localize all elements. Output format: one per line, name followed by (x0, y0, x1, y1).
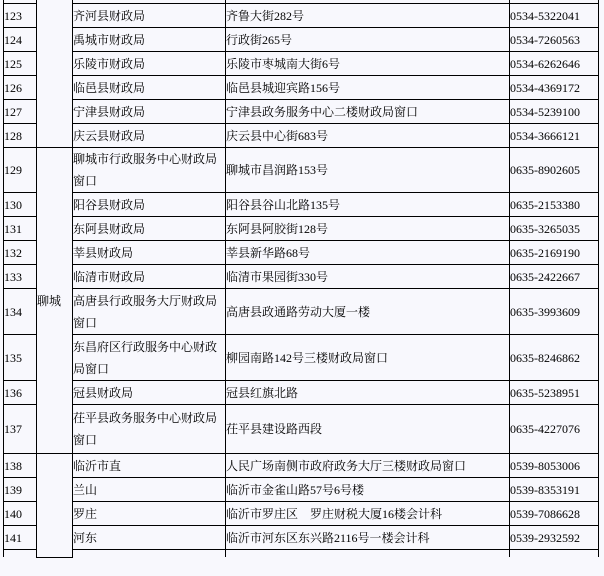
office-name-cell: 东阿县财政局 (73, 217, 226, 241)
phone-cell: 0539-8353191 (510, 478, 599, 502)
table-row (4, 217, 599, 241)
address-cell: 行政街265号 (226, 28, 510, 52)
phone-cell: 0534-4369172 (510, 76, 599, 100)
office-name-cell: 高唐县行政服务大厅财政局窗口 (73, 289, 226, 335)
address-cell: 乐陵市枣城南大街6号 (226, 52, 510, 76)
seq-cell: 132 (4, 241, 37, 265)
phone-cell: 0635-5238951 (510, 381, 599, 405)
phone-cell: 0534-6262646 (510, 52, 599, 76)
phone-cell: 0635-2153380 (510, 193, 599, 217)
phone-cell: 0539-8053006 (510, 454, 599, 478)
seq-cell: 141 (4, 526, 37, 550)
address-cell: 人民广场南侧市政府政务大厅三楼财政局窗口 (226, 454, 510, 478)
table-row (4, 148, 599, 193)
phone-cell: 0534-7260563 (510, 28, 599, 52)
seq-cell: 131 (4, 217, 37, 241)
address-cell: 临沂市金雀山路57号6号楼 (226, 478, 510, 502)
office-name-cell: 齐河县财政局 (73, 4, 226, 28)
phone-cell (510, 550, 599, 558)
phone-cell: 0539-7086628 (510, 502, 599, 526)
address-cell: 柳园南路142号三楼财政局窗口 (226, 335, 510, 381)
address-cell: 临沂市河东区东兴路2116号一楼会计科 (226, 526, 510, 550)
office-name-cell: 临邑县财政局 (73, 76, 226, 100)
seq-cell: 125 (4, 52, 37, 76)
seq-cell: 128 (4, 124, 37, 148)
address-cell: 临邑县城迎宾路156号 (226, 76, 510, 100)
table-row (4, 52, 599, 76)
table-row (4, 478, 599, 502)
address-cell: 阳谷县谷山北路135号 (226, 193, 510, 217)
phone-cell: 0635-2422667 (510, 265, 599, 289)
seq-cell: 134 (4, 289, 37, 335)
seq-cell: 126 (4, 76, 37, 100)
seq-cell: 138 (4, 454, 37, 478)
table-row (4, 381, 599, 405)
table-row (4, 4, 599, 28)
table-row (4, 241, 599, 265)
city-group-cell: 聊城 (37, 148, 73, 454)
phone-cell: 0539-2932592 (510, 526, 599, 550)
phone-cell: 0635-3993609 (510, 289, 599, 335)
office-name-cell: 河东 (73, 526, 226, 550)
office-name-cell: 东昌府区行政服务中心财政局窗口 (73, 335, 226, 381)
phone-cell: 0534-5239100 (510, 100, 599, 124)
table-row (4, 193, 599, 217)
table-row (4, 76, 599, 100)
table-row (4, 28, 599, 52)
phone-cell: 0534-5322041 (510, 4, 599, 28)
office-name-cell: 兰山 (73, 478, 226, 502)
phone-cell: 0635-8902605 (510, 148, 599, 193)
table-row (4, 100, 599, 124)
office-name-cell: 禹城市财政局 (73, 28, 226, 52)
office-contact-table (3, 0, 599, 558)
phone-cell: 0635-2169190 (510, 241, 599, 265)
seq-cell: 129 (4, 148, 37, 193)
office-name-cell (73, 550, 226, 558)
office-name-cell: 阳谷县财政局 (73, 193, 226, 217)
phone-cell: 0635-3265035 (510, 217, 599, 241)
seq-cell: 139 (4, 478, 37, 502)
office-name-cell: 莘县财政局 (73, 241, 226, 265)
table-row (4, 289, 599, 335)
address-cell: 宁津县政务服务中心二楼财政局窗口 (226, 100, 510, 124)
address-cell (226, 550, 510, 558)
office-name-cell: 临沂市直 (73, 454, 226, 478)
office-name-cell: 宁津县财政局 (73, 100, 226, 124)
phone-cell: 0534-3666121 (510, 124, 599, 148)
partial-cut-row (4, 550, 599, 558)
seq-cell: 123 (4, 4, 37, 28)
seq-cell: 124 (4, 28, 37, 52)
address-cell: 莘县新华路68号 (226, 241, 510, 265)
city-group-cell (37, 454, 73, 558)
address-cell: 临清市果园街330号 (226, 265, 510, 289)
office-name-cell: 罗庄 (73, 502, 226, 526)
seq-cell: 127 (4, 100, 37, 124)
table-row (4, 502, 599, 526)
office-name-cell: 茌平县政务服务中心财政局窗口 (73, 405, 226, 454)
city-group-cell (37, 0, 73, 148)
table-row (4, 526, 599, 550)
office-name-cell: 庆云县财政局 (73, 124, 226, 148)
seq-cell: 136 (4, 381, 37, 405)
address-cell: 齐鲁大街282号 (226, 4, 510, 28)
seq-cell: 130 (4, 193, 37, 217)
office-name-cell: 冠县财政局 (73, 381, 226, 405)
table-row (4, 124, 599, 148)
office-table-body (4, 0, 599, 557)
table-row (4, 405, 599, 454)
office-name-cell: 聊城市行政服务中心财政局窗口 (73, 148, 226, 193)
office-name-cell: 临清市财政局 (73, 265, 226, 289)
phone-cell: 0635-8246862 (510, 335, 599, 381)
table-row (4, 454, 599, 478)
address-cell: 茌平县建设路西段 (226, 405, 510, 454)
address-cell: 冠县红旗北路 (226, 381, 510, 405)
address-cell: 庆云县中心街683号 (226, 124, 510, 148)
seq-cell: 133 (4, 265, 37, 289)
seq-cell: 140 (4, 502, 37, 526)
seq-cell: 135 (4, 335, 37, 381)
office-name-cell: 乐陵市财政局 (73, 52, 226, 76)
address-cell: 临沂市罗庄区 罗庄财税大厦16楼会计科 (226, 502, 510, 526)
seq-cell (4, 550, 37, 558)
address-cell: 聊城市昌润路153号 (226, 148, 510, 193)
phone-cell: 0635-4227076 (510, 405, 599, 454)
address-cell: 高唐县政通路劳动大厦一楼 (226, 289, 510, 335)
table-row (4, 265, 599, 289)
address-cell: 东阿县阿胶街128号 (226, 217, 510, 241)
seq-cell: 137 (4, 405, 37, 454)
table-row (4, 335, 599, 381)
